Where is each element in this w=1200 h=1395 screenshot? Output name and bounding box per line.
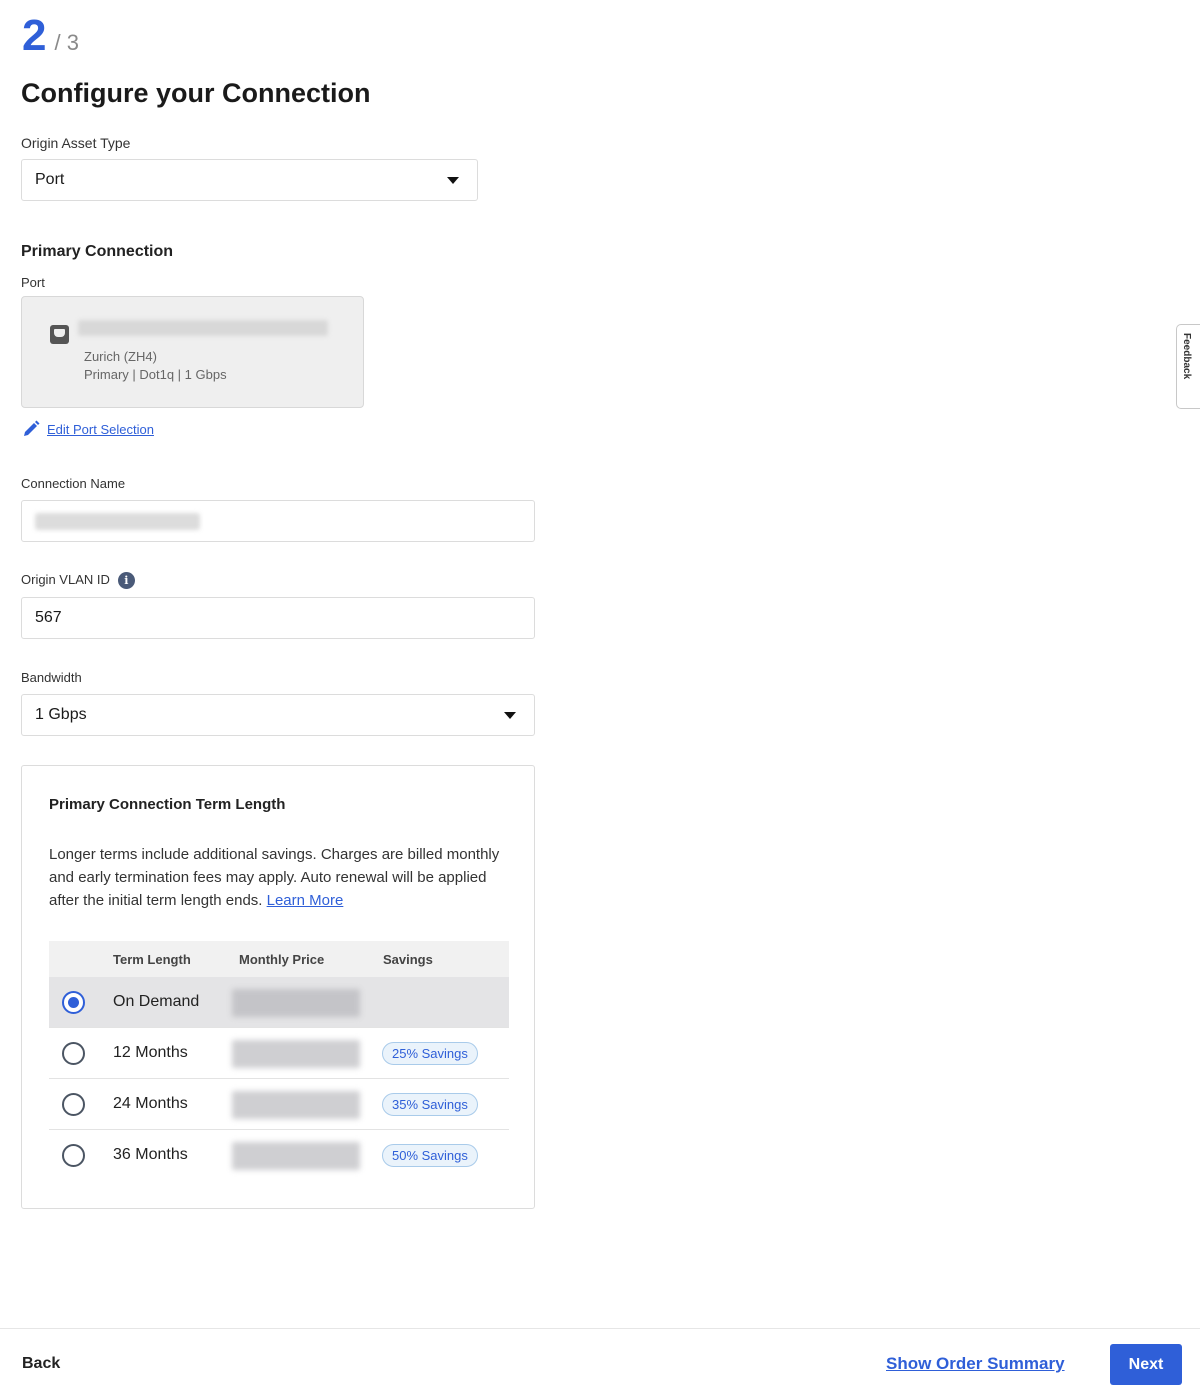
column-monthly-price: Monthly Price [239, 952, 325, 967]
term-length-table [49, 941, 509, 1181]
feedback-tab[interactable] [1176, 324, 1200, 409]
origin-vlan-value: 567 [35, 609, 62, 626]
page-title: Configure your Connection [21, 78, 371, 108]
show-order-summary-link[interactable]: Show Order Summary [886, 1354, 1065, 1373]
term-row-on-demand[interactable] [49, 977, 509, 1028]
learn-more-link[interactable]: Learn More [266, 892, 344, 909]
bandwidth-label: Bandwidth [21, 670, 82, 685]
term-row-24-months[interactable] [49, 1079, 509, 1130]
primary-connection-heading: Primary Connection [21, 243, 174, 260]
column-term-length: Term Length [113, 952, 191, 967]
port-name-redacted [78, 320, 328, 336]
edit-port-selection-link[interactable] [22, 420, 154, 438]
radio-icon[interactable] [62, 1144, 85, 1167]
term-table-header [49, 941, 509, 977]
radio-icon[interactable] [62, 991, 85, 1014]
savings-badge: 35% Savings [382, 1093, 478, 1116]
step-total: / 3 [54, 30, 79, 55]
chevron-down-icon [504, 712, 516, 719]
term-label: 36 Months [113, 1146, 188, 1163]
next-button[interactable]: Next [1110, 1344, 1182, 1385]
footer-bar [0, 1328, 1200, 1395]
origin-asset-type-label: Origin Asset Type [21, 135, 131, 151]
port-label: Port [21, 275, 45, 290]
savings-badge: 50% Savings [382, 1144, 478, 1167]
price-redacted [232, 1040, 360, 1068]
term-length-description-text: Longer terms include additional savings. Charges are billed monthly and early termination fees may apply. Auto renewal will be applied after the initial term length ends. [49, 846, 500, 909]
port-icon [50, 325, 69, 344]
origin-asset-type-value: Port [35, 171, 65, 188]
connection-name-label: Connection Name [21, 476, 126, 491]
feedback-label: Feedback [1181, 333, 1192, 380]
connection-name-redacted [35, 513, 200, 530]
info-icon[interactable]: i [118, 572, 135, 589]
column-savings: Savings [383, 952, 433, 967]
term-label: 12 Months [113, 1044, 188, 1061]
radio-icon[interactable] [62, 1093, 85, 1116]
radio-icon[interactable] [62, 1042, 85, 1065]
price-redacted [232, 989, 360, 1017]
term-length-title: Primary Connection Term Length [49, 796, 286, 813]
term-length-description [49, 843, 514, 912]
connection-name-input[interactable] [21, 500, 535, 542]
back-button[interactable]: Back [22, 1355, 61, 1372]
origin-vlan-label: Origin VLAN ID [21, 572, 110, 587]
price-redacted [232, 1091, 360, 1119]
edit-port-selection-label: Edit Port Selection [47, 421, 154, 437]
term-row-36-months[interactable] [49, 1130, 509, 1181]
chevron-down-icon [447, 177, 459, 184]
origin-vlan-label-wrap [21, 572, 135, 589]
origin-vlan-input[interactable] [21, 597, 535, 639]
term-label: 24 Months [113, 1095, 188, 1112]
bandwidth-value: 1 Gbps [35, 706, 87, 723]
step-current: 2 [22, 11, 47, 60]
term-row-12-months[interactable] [49, 1028, 509, 1079]
origin-asset-type-select[interactable] [21, 159, 478, 201]
pencil-icon [22, 420, 40, 438]
bandwidth-select[interactable] [21, 694, 535, 736]
price-redacted [232, 1142, 360, 1170]
term-label: On Demand [113, 993, 200, 1010]
port-location: Zurich (ZH4) [84, 349, 157, 364]
port-card [21, 296, 364, 408]
port-details: Primary | Dot1q | 1 Gbps [84, 367, 227, 382]
step-indicator [22, 11, 79, 60]
savings-badge: 25% Savings [382, 1042, 478, 1065]
term-length-panel [21, 765, 535, 1209]
